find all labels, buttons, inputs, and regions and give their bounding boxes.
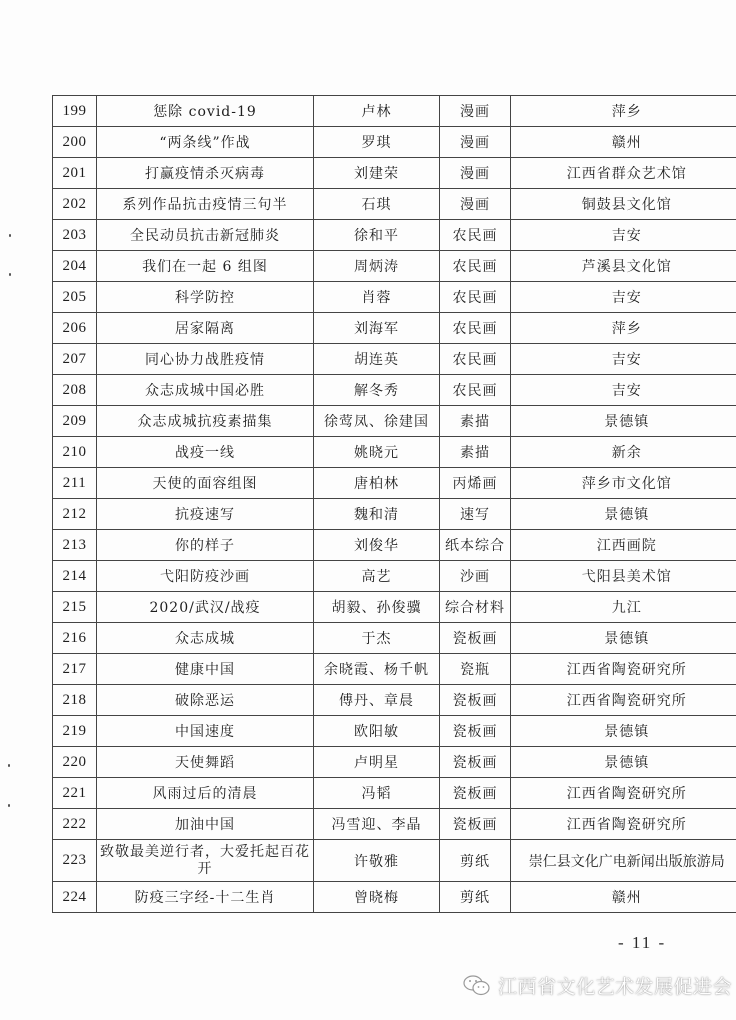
submitting-organization: 弋阳县美术馆: [511, 561, 736, 592]
submitting-organization: 吉安: [511, 220, 736, 251]
artwork-type: 农民画: [440, 313, 511, 344]
artwork-type: 丙烯画: [440, 468, 511, 499]
submitting-organization: 江西省陶瓷研究所: [511, 778, 736, 809]
wechat-icon: [462, 974, 492, 998]
artwork-type: 剪纸: [440, 882, 511, 913]
artwork-title: 众志成城中国必胜: [97, 375, 314, 406]
artwork-type: 农民画: [440, 375, 511, 406]
table-row: [53, 220, 736, 251]
row-number: 203: [53, 220, 97, 251]
artwork-type: 瓷板画: [440, 747, 511, 778]
artwork-type: 漫画: [440, 127, 511, 158]
artwork-title: “两条线”作战: [97, 127, 314, 158]
table-row: [53, 685, 736, 716]
table-row: [53, 530, 736, 561]
artist-name: 石琪: [314, 189, 440, 220]
artist-name: 肖蓉: [314, 282, 440, 313]
artwork-title: 抗疫速写: [97, 499, 314, 530]
artwork-title: 你的样子: [97, 530, 314, 561]
artist-name: 刘海军: [314, 313, 440, 344]
artwork-title: 致敬最美逆行者，大爱托起百花开: [97, 840, 314, 882]
artist-name: 曾晓梅: [314, 882, 440, 913]
row-number: 205: [53, 282, 97, 313]
artwork-type: 农民画: [440, 282, 511, 313]
row-number: 220: [53, 747, 97, 778]
artwork-title: 弋阳防疫沙画: [97, 561, 314, 592]
table-row: [53, 189, 736, 220]
artwork-type: 剪纸: [440, 840, 511, 882]
submitting-organization: 赣州: [511, 882, 736, 913]
artwork-title: 全民动员抗击新冠肺炎: [97, 220, 314, 251]
artwork-type: 素描: [440, 406, 511, 437]
artwork-title: 加油中国: [97, 809, 314, 840]
row-number: 199: [53, 96, 97, 127]
row-number: 216: [53, 623, 97, 654]
row-number: 214: [53, 561, 97, 592]
artwork-type: 农民画: [440, 220, 511, 251]
submitting-organization: 景德镇: [511, 406, 736, 437]
artist-name: 刘俊华: [314, 530, 440, 561]
table-row: [53, 468, 736, 499]
row-number: 211: [53, 468, 97, 499]
artist-name: 许敬雅: [314, 840, 440, 882]
row-number: 222: [53, 809, 97, 840]
artwork-title: 健康中国: [97, 654, 314, 685]
artist-name: 魏和清: [314, 499, 440, 530]
row-number: 219: [53, 716, 97, 747]
table-row: [53, 344, 736, 375]
artist-name: 刘建荣: [314, 158, 440, 189]
submitting-organization: 萍乡市文化馆: [511, 468, 736, 499]
table-row: [53, 592, 736, 623]
table-row: [53, 561, 736, 592]
table-row: [53, 127, 736, 158]
table-row: [53, 437, 736, 468]
table-row: [53, 809, 736, 840]
table-row: [53, 406, 736, 437]
submitting-organization: 江西省陶瓷研究所: [511, 685, 736, 716]
row-number: 224: [53, 882, 97, 913]
artwork-type: 瓷板画: [440, 716, 511, 747]
artwork-title: 中国速度: [97, 716, 314, 747]
artist-name: 卢林: [314, 96, 440, 127]
submitting-organization: 赣州: [511, 127, 736, 158]
artwork-type: 漫画: [440, 158, 511, 189]
artist-name: 罗琪: [314, 127, 440, 158]
artwork-type: 速写: [440, 499, 511, 530]
row-number: 206: [53, 313, 97, 344]
artist-name: 徐莺凤、徐建国: [314, 406, 440, 437]
table-row: [53, 654, 736, 685]
artist-name: 余晓霞、杨千帆: [314, 654, 440, 685]
artist-name: 于杰: [314, 623, 440, 654]
row-number: 209: [53, 406, 97, 437]
row-number: 208: [53, 375, 97, 406]
scan-margin-mark: [8, 804, 10, 807]
artwork-title: 风雨过后的清晨: [97, 778, 314, 809]
artwork-title: 战疫一线: [97, 437, 314, 468]
artist-name: 高艺: [314, 561, 440, 592]
artwork-title: 打赢疫情杀灭病毒: [97, 158, 314, 189]
row-number: 210: [53, 437, 97, 468]
artist-name: 卢明星: [314, 747, 440, 778]
row-number: 213: [53, 530, 97, 561]
table-row: [53, 282, 736, 313]
submitting-organization: 景德镇: [511, 499, 736, 530]
artwork-title: 众志成城抗疫素描集: [97, 406, 314, 437]
scan-margin-mark: [9, 273, 11, 276]
submitting-organization: 芦溪县文化馆: [511, 251, 736, 282]
submitting-organization: 崇仁县文化广电新闻出版旅游局: [511, 840, 736, 882]
submitting-organization: 萍乡: [511, 313, 736, 344]
submitting-organization: 新余: [511, 437, 736, 468]
submitting-organization: 江西省群众艺术馆: [511, 158, 736, 189]
artist-name: 徐和平: [314, 220, 440, 251]
table-row: [53, 840, 736, 882]
artwork-type: 农民画: [440, 251, 511, 282]
table-row: [53, 778, 736, 809]
submitting-organization: 九江: [511, 592, 736, 623]
artwork-title: 破除恶运: [97, 685, 314, 716]
artwork-type: 漫画: [440, 189, 511, 220]
account-watermark: [462, 972, 732, 999]
submitting-organization: 吉安: [511, 282, 736, 313]
artwork-title: 同心协力战胜疫情: [97, 344, 314, 375]
artwork-type: 瓷板画: [440, 778, 511, 809]
table-row: [53, 747, 736, 778]
artist-name: 胡毅、孙俊骥: [314, 592, 440, 623]
scan-margin-mark: [9, 234, 11, 237]
row-number: 218: [53, 685, 97, 716]
artist-name: 胡连英: [314, 344, 440, 375]
row-number: 215: [53, 592, 97, 623]
submitting-organization: 景德镇: [511, 747, 736, 778]
artwork-title: 科学防控: [97, 282, 314, 313]
page-number: - 11 -: [618, 933, 667, 952]
artist-name: 冯韬: [314, 778, 440, 809]
artwork-type: 瓷瓶: [440, 654, 511, 685]
artwork-type: 漫画: [440, 96, 511, 127]
artwork-title: 2020/武汉/战疫: [97, 592, 314, 623]
table-row: [53, 96, 736, 127]
table-row: [53, 623, 736, 654]
watermark-text: 江西省文化艺术发展促进会: [498, 976, 733, 998]
artwork-title: 我们在一起 6 组图: [97, 251, 314, 282]
submitting-organization: 江西画院: [511, 530, 736, 561]
artist-name: 解冬秀: [314, 375, 440, 406]
artwork-title: 天使的面容组图: [97, 468, 314, 499]
artist-name: 傅丹、章晨: [314, 685, 440, 716]
artwork-title: 系列作品抗击疫情三句半: [97, 189, 314, 220]
artwork-type: 瓷板画: [440, 809, 511, 840]
artwork-title: 防疫三字经-十二生肖: [97, 882, 314, 913]
row-number: 200: [53, 127, 97, 158]
artist-name: 姚晓元: [314, 437, 440, 468]
artwork-type: 瓷板画: [440, 623, 511, 654]
row-number: 201: [53, 158, 97, 189]
submitting-organization: 江西省陶瓷研究所: [511, 809, 736, 840]
submitting-organization: 江西省陶瓷研究所: [511, 654, 736, 685]
artwork-title: 惩除 covid-19: [97, 96, 314, 127]
row-number: 217: [53, 654, 97, 685]
artworks-table: [52, 95, 736, 913]
row-number: 207: [53, 344, 97, 375]
table-row: [53, 313, 736, 344]
submitting-organization: 景德镇: [511, 623, 736, 654]
table-row: [53, 882, 736, 913]
artwork-title: 居家隔离: [97, 313, 314, 344]
submitting-organization: 萍乡: [511, 96, 736, 127]
artwork-type: 沙画: [440, 561, 511, 592]
artworks-table-body: [53, 96, 736, 913]
submitting-organization: 景德镇: [511, 716, 736, 747]
artist-name: 周炳涛: [314, 251, 440, 282]
submitting-organization: 吉安: [511, 375, 736, 406]
submitting-organization: 铜鼓县文化馆: [511, 189, 736, 220]
artist-name: 唐柏林: [314, 468, 440, 499]
row-number: 204: [53, 251, 97, 282]
submitting-organization: 吉安: [511, 344, 736, 375]
table-row: [53, 716, 736, 747]
artwork-type: 农民画: [440, 344, 511, 375]
row-number: 221: [53, 778, 97, 809]
artwork-title: 天使舞蹈: [97, 747, 314, 778]
row-number: 212: [53, 499, 97, 530]
table-row: [53, 375, 736, 406]
artwork-type: 素描: [440, 437, 511, 468]
artwork-type: 瓷板画: [440, 685, 511, 716]
row-number: 223: [53, 840, 97, 882]
artwork-type: 纸本综合: [440, 530, 511, 561]
scan-margin-mark: [8, 764, 10, 767]
artwork-type: 综合材料: [440, 592, 511, 623]
artwork-title: 众志成城: [97, 623, 314, 654]
artist-name: 冯雪迎、李晶: [314, 809, 440, 840]
row-number: 202: [53, 189, 97, 220]
table-row: [53, 251, 736, 282]
artist-name: 欧阳敏: [314, 716, 440, 747]
table-row: [53, 158, 736, 189]
table-row: [53, 499, 736, 530]
